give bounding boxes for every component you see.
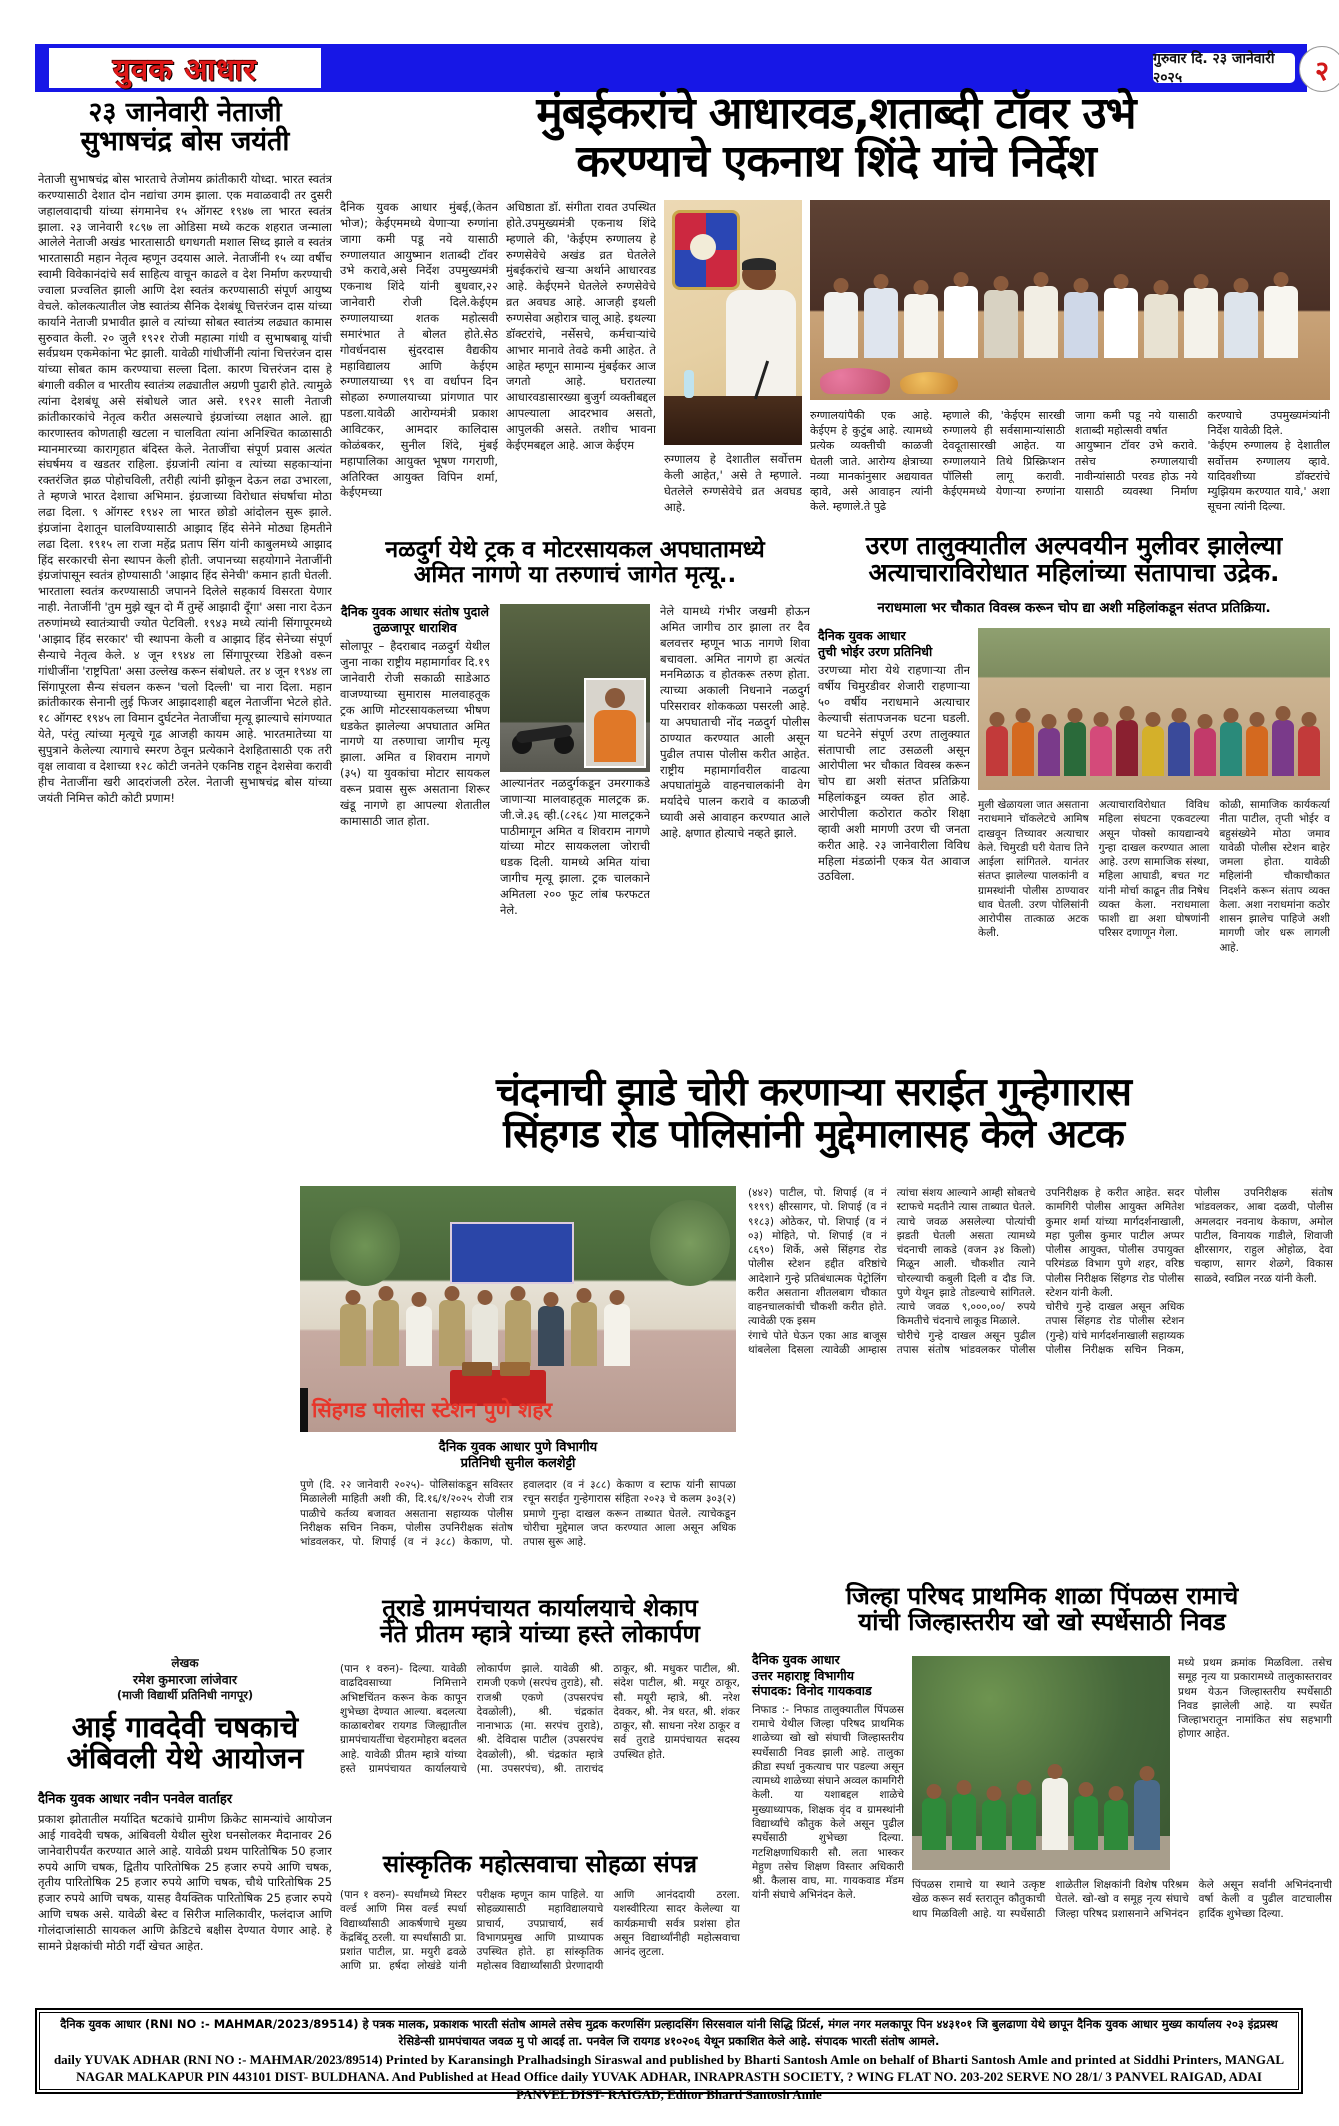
imprint-marathi: दैनिक युवक आधार (RNI NO :- MAHMAR/2023/89514) हे पत्रक मालक, प्रकाशक भारती संतोष आमले तसेच मुद्रक करणसिंग प्रल्हादसिंग सिरसवाल यांनी सिद्धि प्रिंटर्स, मंगल नगर मलकापूर पिन ४४३१०१ जि बुलढाणा येथे छापून दैनिक युवक आधार मुख्य कार्यालय २०३ इंद्रप्रस्थ रेसिडेन्सी ग्रामपंचायत जवळ मु पो आदई ता. पनवेल जि रायगड ४१०२०६ येथून प्रकाशित केले आहे. संपादक भारती संतोष आमले. [60,2017,1278,2049]
police-silhouette [340,1304,366,1366]
sandalwood-logs [500,1362,530,1376]
podium [664,396,802,445]
masthead-bar [35,44,1330,92]
uran-columns: मुली खेळायला जात असताना नराधमाने चॉकलेटचे आमिष दाखवून तिच्यावर अत्याचार केले. चिमुरडी घरी येताच तिने आईला सांगितले. यानंतर संतप्त झालेल्या पालकांनी व ग्रामस्थांनी पोलीस ठाण्यावर धाव घेतली. उरण पोलिसांनी आरोपीस तात्काळ अटक केली. अत्याचाराविरोधात विविध महिला संघटना एकवटल्या असून पोक्सो कायद्यान्वये गुन्हा दाखल करण्यात आला आहे. उरण सामाजिक संस्था, महिला आघाडी, बचत गट यांनी मोर्चा काढून तीव्र निषेध व्यक्त केला. नराधमाला फाशी द्या अशा घोषणांनी परिसर दणाणून गेला. कोळी, सामाजिक कार्यकर्त्या नीता पाटील, तृप्ती भोईर व बहुसंख्येने मोठा जमाव यावेळी पोलीस स्टेशन बाहेर जमला होता. यावेळी महिलांनी चौकाचौकात निदर्शने करून संताप व्यक्त केला. अशा नराधमांना कठोर शासन झालेच पाहिजे अशी मागणी जोर धरू लागली आहे. [978,799,1330,954]
person-silhouette [1142,726,1164,776]
flower-bouquet [820,368,890,394]
photo-caption: सिंहगड पोलीस स्टेशन पुणे शहर [312,1398,553,1422]
imprint-box [35,2008,1303,2102]
date-box [1153,51,1295,86]
netaji-author-block [38,1654,332,1703]
kid-silhouette [922,1798,946,1850]
kid-silhouette [1012,1794,1036,1850]
person-silhouette [1012,722,1034,776]
kid-silhouette [982,1800,1006,1850]
turade-body: (पान १ वरुन)- दिल्या. यावेळी वाढदिवसाच्या निमित्ताने अभिष्टचिंतन करून केक कापून शुभेच्छा देण्यात आल्या. बदलत्या काळाबरोबर रायगड जिल्ह्यातील ग्रामपंचायतींचा चेहरामोहरा बदलत आहे. यावेळी प्रीतम म्हात्रे यांच्या हस्ते ग्रामपंचायत कार्यालयाचे लोकार्पण झाले. यावेळी श्री. रामजी एकणे (सरपंच तुराडे), सौ. राजश्री एकणे (उपसरपंच देवळोली), श्री. चंद्रकांत नानाभाऊ (मा. सरपंच तुराडे), श्री. देविदास पाटील (उपसरपंच देवळोली), श्री. चंद्रकांत म्हात्रे (मा. उपसरपंच), श्री. ताराचंद ठाकूर, श्री. मधुकर पाटील, श्री. संदेश पाटील, श्री. मयूर ठाकूर, सौ. मयूरी म्हात्रे, श्री. नरेश देवकर, श्री. नेत्र धरत, श्री. शंकर ठाकूर, सौ. साधना नरेश ठाकूर व सर्व तुराडे ग्रामपंचायत सदस्य उपस्थित होते. [340,1663,740,1775]
police-silhouette [439,1300,465,1366]
chandan-byline: दैनिक युवक आधार पुणे विभागीय प्रतिनिधी सुनील कलशेट्टी [438,1440,598,1472]
person-silhouette [1264,286,1298,358]
teacher-silhouette [1042,1778,1068,1850]
netaji-headline: २३ जानेवारी नेताजी सुभाषचंद्र बोस जयंती [80,97,290,158]
police-silhouette [373,1300,399,1366]
kid-silhouette [1104,1800,1128,1850]
photo-accident-scene [500,604,650,772]
author-name: रमेश कुमारजा लांजेवार [132,1672,238,1687]
person-silhouette [1038,728,1060,776]
person-hair [742,258,776,270]
person-silhouette [944,286,978,358]
netaji-body: नेताजी सुभाषचंद्र बोस भारताचे तेजोमय क्रांतीकारी योध्दा. भारत स्वतंत्र करण्यासाठी देशात दोन नद्यांचा उगम झाला. एक मवाळवादी तर दुसरी जहालवादाची यांच्या संगमानेच १५ ऑगस्ट १९४७ ला भारत स्वतंत्र झाला. २३ जानेवारी १८९७ ला ओडिसा मध्ये कटक शहरात जन्माला आलेले नेताजी अखंड भारतासाठी धगधगती मशाल सिध्द झाले व स्वतंत्र भारतासाठी महान नेतृत्व म्हणून उदयास आले. नेताजींनी १५ व्या वर्षीच स्वामी विवेकानंदांचे सर्व साहित्य वाचून काढले व देश निर्माण करण्याची ज्वाला प्रज्वलित झाली आणि देश स्वतंत्र करण्यासाठी संपूर्ण आयुष्य वेचले. कोलकत्यातील जेष्ठ स्वातंत्र्य सैनिक देशबंधू चित्तरंजन दास यांच्या कार्याने नेताजी प्रभावीत झाले व त्यांच्या सोबत स्वातंत्र्य लढ्यात कामास सुरुवात केली. २० जुलै १९२१ रोजी महात्मा गांधी व सुभाषबाबू यांची सर्वप्रथम एकमेकांना भेट झाली. यावेळी गांधीजींनी त्यांना चित्तरंजन दास यांच्या सोबत काम करण्याचा सल्ला दिला. कारण चित्तरंजन दास हे बंगाली वकील व भारतीय स्वातंत्र्य लढ्यातील अग्रणी पुढारी होते. त्यामुळे त्यांना देशबंधू असे संबोधले जात असे. १९२१ साली नेताजी क्रांतीकारकांचे नेतृत्व करीत असल्याचे इंग्रजांच्या लक्षात आले. ह्या कारणास्तव कोणताही खटला न चालविता त्यांना अनिश्चित काळासाठी म्यानमारच्या कारागृहात बंदिस्त केले. नेताजींचा संपूर्ण प्रवास अत्यंत संघर्षमय व खडतर राहिला. इंग्रजांनी त्यांना व त्यांच्या सहकाऱ्यांना रक्तरंजित झळ पोहोचविली, तरीही त्यांनी झोकून देऊन लढा उभारला, ते म्हणजे भारत देशाचा अभिमान. इंग्रजाच्या विरोधात संघर्षाचा मोठा लढा दिला. ९ ऑगस्ट १९४२ ला भारत छोडो आंदोलन सुरू झाले. इंग्रजांना देशातून घालविण्यासाठी आझाद हिंद सेनेने मोठ्या हिमतीने लढा दिला. १९१५ ला राजा महेंद्र प्रताप सिंग यांनी काबुलमध्ये आझाद हिंद सरकारची सेना स्थापन केली होती. जपानच्या सहयोगाने नेताजींनी इंग्रजांपासून स्वतंत्र होण्यासाठी 'आझाद हिंद सेनेची' कमान हाती घेतली. भारताला स्वतंत्र करण्यासाठी जपानने दिलेले सहकार्य विसरता येणार नाही. नेताजींनी 'तुम मुझे खून दो मैं तुम्हें आझादी दूँगा' असा नारा देऊन तरुणांमध्ये स्वातंत्र्याची ज्योत पेटविली. १९४३ मध्ये त्यांनी सिंगापूरमध्ये 'आझाद हिंद सरकार' ची स्थापना केली व आझाद हिंद सेनेच्या संपूर्ण सैन्याचे नेतृत्व केले. ४ जून १९४४ ला सिंगापूरच्या रेडिओ वरून गांधीजींना 'राष्ट्रपिता' असा उल्लेख करून संबोधले. तर ४ जून १९४४ ला सिंगापूरला सैन्य संचलन करून 'चलो दिल्ली' चा नारा दिला. महान क्रांतीकारक सेनानी लुई फिजर आझादशाही बद्दल नेताजींना भेटले होते. १८ ऑगस्ट १९४५ ला विमान दुर्घटनेत नेताजींचा मृत्यू झाल्याचे सांगण्यात येते, परंतु त्यांच्या मृत्यूचे गूढ आजही कायम आहे. भारतमातेच्या या सुपुत्राने केलेल्या त्यागाचे स्मरण ठेवून प्रत्येकाने देशहितासाठी एक तरी वृक्ष लावावा व देशाच्या १२८ कोटी जनतेने एकनिष्ठ राहून देशसेवा करावी हीच नेताजींना खरी आदरांजली ठरेल. नेताजी सुभाषचंद्र बोस यांच्या जयंती निमित्त कोटी कोटी प्रणाम! [38,172,332,805]
person-silhouette [472,1304,498,1366]
zilha-headline: जिल्हा परिषद प्राथमिक शाळा पिंपळस रामाचे यांची जिल्हास्तरीय खो खो स्पर्धेसाठी निवड [845,1582,1239,1636]
photo-dais-group [810,200,1330,400]
person-silhouette [1116,720,1138,776]
tree-foliage [330,1206,400,1286]
sanskrutik-body: (पान १ वरुन)- स्पर्धांमध्ये मिस्टर वर्ल्ड आणि मिस वर्ल्ड स्पर्धा विद्यार्थ्यांसाठी आकर्षणाचे मुख्य केंद्रबिंदू ठरली. या स्पर्धांसाठी प्रा. प्रशांत पाटील, प्रा. मयुरी ढवळे आणि प्रा. हर्षदा लोखंडे यांनी परीक्षक म्हणून काम पाहिले. या सोहळ्यासाठी महाविद्यालयाचे प्राचार्य, उपप्राचार्य, सर्व विभागप्रमुख आणि प्राध्यापक उपस्थित होते. हा सांस्कृतिक महोत्सव विद्यार्थ्यांसाठी प्रेरणादायी आणि आनंददायी ठरला. यशस्वीरित्या सादर केलेल्या या कार्यक्रमाची सर्वत्र प्रशंसा होत असून विद्यार्थ्यांनीही महोत्सवाचा आनंद लुटला. [340,1889,740,1973]
newspaper-logo [49,48,321,88]
page-number: २ [1314,55,1330,87]
person-silhouette [984,290,1018,358]
main-headline: मुंबईकरांचे आधारवड,शताब्दी टॉवर उभे करण्याचे एकनाथ शिंदे यांचे निर्देश [536,88,1136,187]
photo-uran-protest [978,628,1330,790]
kid-silhouette [952,1794,976,1850]
crest-center [690,234,716,260]
zilha-right-col: मध्ये प्रथम क्रमांक मिळविला. तसेच समूह नृत्य या प्रकारामध्ये तालुकास्तरावर प्रथम येऊन जिल्हास्तरीय स्पर्धेसाठी निवड झालेली आहे. या स्पर्धेत जिल्हाभरातून नामांकित संघ सहभागी होणार आहेत. [1178,1657,1332,1741]
person-silhouette [1064,722,1086,776]
photo-khokho-team [912,1656,1170,1870]
person-silhouette [1064,292,1098,358]
person-head [605,688,625,708]
water-bottle [684,370,694,398]
naldurg-col1: दैनिक युवक आधार संतोष पुदाले तुळजापूर धाराशिव सोलापूर – हैदराबाद नळदुर्ग येथील जुना नाका राष्ट्रीय महामार्गावर दि.१९ जानेवारी रोजी सकाळी साडेआठ वाजण्याच्या सुमारास मालवाहतूक ट्रक आणि मोटरसायकलच्या भीषण धडकेत झालेल्या अपघातात अमित नागणे या तरुणाचा जागीच मृत्यू झाला. अमित व शिवराम नागणे (३५) या युवकांचा मोटार सायकल वरून प्रवास सुरू असताना शिरूर खंडू नागणे हा आपल्या शेतातील कामासाठी जात होता. [340,604,490,828]
date-line: गुरुवार दि. २३ जानेवारी २०२५ [1153,51,1275,86]
photo-edge-bar [300,1388,308,1432]
dais-people-row [824,286,1298,358]
naldurg-col3: नेले यामध्ये गंभीर जखमी होऊन अमित जागीच ठार झाला तर दैव बलवत्तर म्हणून भाऊ नागणे शिवा बचावला. अमित नागणे हा अत्यंत मनमिळाऊ व होतकरू तरुण होता. त्याच्या अकाली निधनाने नळदुर्ग परिसरावर शोककळा पसरली आहे. या अपघाताची नोंद नळदुर्ग पोलीस ठाण्यात करण्यात आली असून पुढील तपास पोलीस करीत आहेत. राष्ट्रीय महामार्गावरील वाढत्या अपघातांमुळे वाहनचालकांनी वेग मर्यादेचे पालन करावे व काळजी घ्यावी असे आवाहन करण्यात आले आहे. क्षणात होत्याचे नव्हते झाले. [660,604,810,841]
police-silhouette [571,1302,597,1366]
person-silhouette [824,292,858,358]
person-silhouette [1168,722,1190,776]
uran-left-col: दैनिक युवक आधार तुची भोईर उरण प्रतिनिधी उरणच्या मोरा येथे राहणाऱ्या तीन वर्षीय चिमुरडीवर शेजारी राहणाऱ्या ५० वर्षीय नराधमाने अत्याचार केल्याची संतापजनक घटना घडली. या घटनेने संपूर्ण उरण तालुक्यात संतापाची लाट उसळली असून आरोपीला भर चौकात विवस्त्र करून चोप द्या अशी संतप्त प्रतिक्रिया महिलांकडून व्यक्त होत आहे. आरोपीला कठोरात कठोर शिक्षा व्हावी अशी मागणी उरण ची जनता करीत आहे. २३ जानेवारीला विविध महिला मंडळांनी एकत्र येत आवाज उठविला. [818,628,970,884]
sanskrutik-headline: सांस्कृतिक महोत्सवाचा सोहळा संपन्न [382,1850,698,1878]
person-silhouette [1024,286,1058,358]
uran-headline: उरण तालुक्यातील अल्पवयीन मुलीवर झालेल्या अत्याचाराविरोधात महिलांच्या संतापाचा उद्रेक. [865,531,1283,587]
person-silhouette [1272,720,1294,776]
chandan-left-body: पुणे (दि. २२ जानेवारी २०२५)- पोलिसांकडून सविस्तर मिळालेली माहिती अशी की, दि.१६/१/२०२५ रोजी रात्र पाळीचे कर्तव्य बजावत असताना सहाय्यक पोलीस निरीक्षक सचिन निकम, पोलीस उपनिरीक्षक संतोष भांडवलकर, पो. शिपाई (व नं ३८८) केकाण, पो. हवालदार (व नं ३८८) केकाण व स्टाफ यांनी सापळा रचून सराईत गुन्हेगारास संहिता २०२३ चे कलम ३०३(२) प्रमाणे गुन्हा दाखल करून ताब्यात घेतले. त्याचेकडून चोरीचा मुद्देमाल जप्त करण्यात आला असून अधिक तपास सुरू आहे. [300,1479,736,1549]
person-silhouette [1104,288,1138,358]
person-silhouette [904,294,938,358]
person-silhouette [406,1306,432,1366]
person-silhouette [1298,726,1320,776]
chandan-columns: (४४२) पाटील, पो. शिपाई (व नं ९१९९) क्षीरसागर, पो. शिपाई (व नं ९१८३) ओठेकर, पो. शिपाई (व नं ०३) मोहिते, पो. शिपाई (व नं ८६९०) शिर्के, असे सिंहगड रोड पोलीस स्टेशन हद्दीत वरिष्ठांचे आदेशाने गुन्हे प्रतिबंधात्मक पेट्रोलिंग करीत असताना शीतलबाग चौकात वाहनचालकांची चौकशी करीत होते. त्यावेळी एक इसम रंगाचे पोते घेऊन एका आड बाजूस थांबलेला दिसला त्यावेळी आम्हास त्यांचा संशय आल्याने आम्ही सोबतचे स्टाफचे मदतीने त्यास ताब्यात घेतले. त्याचे जवळ असलेल्या पोत्यांची झडती घेतली असता त्यामध्ये चंदनाची लाकडे (वजन ३४ किलो) मिळून आली. चौकशीत त्याने चोरल्याची कबुली दिली व दौड जि. पुणे येथून झाडे तोडल्याचे सांगितले. त्याचे जवळ ९,०००,००/ रुपये किमतीचे चंदनाचे लाकूड मिळाले. चोरीचे गुन्हे दाखल असून पुढील तपास संतोष भांडवलकर पोलीस उपनिरीक्षक हे करीत आहेत. सदर कामगिरी पोलीस आयुक्त अमितेश कुमार शर्मा यांच्या मार्गदर्शनाखाली, महा पुलीस कुमार पाटील अप्पर पोलीस आयुक्त, पोलीस उपायुक्त परिमंडळ विभाग पुणे शहर, वरिष्ठ पोलीस निरीक्षक सिंहगड रोड पोलीस स्टेशन यांनी केली. चोरीचे गुन्हे दाखल असून अधिक तपास सिंहगड रोड पोलीस स्टेशन (गुन्हे) यांचे मार्गदर्शनाखाली सहाय्यक पोलीस निरीक्षक सचिन निकम, पोलीस उपनिरीक्षक संतोष भांडवलकर, आबा दळवी, पोलीस अमलदार नवनाथ केकाण, अमोल पाटील, विनायक गाडीले, शिवाजी क्षीरसागर, राहुल ओहोळ, देवा चव्हाण, सागर शेळगे, विकास साळवे, स्वप्निल नरळ यांनी केली. [748,1187,1333,1356]
person-silhouette [538,1306,564,1366]
teacher-silhouette [1134,1780,1160,1850]
naldurg-byline: दैनिक युवक आधार संतोष पुदाले तुळजापूर धाराशिव [341,604,489,635]
photo-shinde-speech [664,200,802,445]
author-label: लेखक [171,1656,199,1670]
main-under-photo-col: रुग्णालय हे देशातील सर्वोत्तम केली आहेत,' असे ते म्हणाले. घेतलेले रुग्णसेवेचे व्रत अवघड आहे. [664,452,802,514]
newspaper-title: युवक आधार [113,52,257,88]
zilha-byline: दैनिक युवक आधार उत्तर महाराष्ट्र विभागीय संपादक: विनोद गायकवाड [752,1652,872,1699]
aai-body: प्रकाश झोतातील मर्यादित षटकांचे ग्रामीण क्रिकेट सामन्यांचे आयोजन आई गावदेवी चषक, आंबिवली येथील सुरेश घनसोलकर मैदानावर 26 जानेवारीपर्यंत करण्यात आले आहे. यावेळी प्रथम पारितोषिक 50 हजार रुपये आणि चषक, द्वितीय पारितोषिक 25 हजार रुपये आणि चषक, तृतीय पारितोषिक 25 हजार रुपये आणि चषक, चौथे पारितोषिक 25 हजार रुपये आणि चषक, यासह वैयक्तिक पारितोषिक 25 हजार रुपये आणि चषक असे. यावेळी बेस्ट व सिरीज मालिकावीर, फलंदाज आणि गोलंदाजांसाठी सायकल आणि क्रेडिटचे बक्षीस देण्यात येणार आहे. हे सामने प्रेक्षकांची मोठी गर्दी खेचत आहेत. [38,1812,332,1953]
police-signboard [450,1222,574,1284]
aai-headline: आई गावदेवी चषकाचे अंबिवली येथे आयोजन [66,1710,304,1776]
person-silhouette [986,726,1008,776]
police-silhouette [505,1300,531,1366]
sandalwood-logs [462,1362,492,1376]
zilha-left-col: दैनिक युवक आधार उत्तर महाराष्ट्र विभागीय संपादक: विनोद गायकवाड निफाड :- निफाड तालुक्यातील पिंपळस रामाचे येथील जिल्हा परिषद प्राथमिक शाळेच्या खो खो संघाची जिल्हास्तरीय स्पर्धेसाठी निवड झाली आहे. तालुका क्रीडा स्पर्धा नुकत्याच पार पडल्या असून त्यामध्ये शाळेच्या संघाने अव्वल कामगिरी केली. या यशाबद्दल शाळेचे मुख्याध्यापक, शिक्षक वृंद व ग्रामस्थांनी विद्यार्थ्यांचे कौतुक केले असून पुढील स्पर्धेसाठी शुभेच्छा दिल्या. गटशिक्षणाधिकारी सौ. लता भास्कर मेहुण तसेच शिक्षण विस्तार अधिकारी श्री. कैलास वाघ, मा. गायकवाड मॅडम यांनी संघाचे अभिनंदन केले. [752,1652,904,1902]
naldurg-headline: नळदुर्ग येथे ट्रक व मोटरसायकल अपघातामध्ये अमित नागणे या तरुणाचं जागेत मृत्यू.. [385,537,765,588]
main-col2: अधिष्ठाता डॉ. संगीता रावत उपस्थित होते.उपमुख्यमंत्री एकनाथ शिंदे म्हणाले की, 'केईएम रुग्णालय हे रुग्णसेवेचे अखंड व्रत घेतलेले मुंबईकरांचे खऱ्या अर्थाने आधारवड आहे. केईएमने घेतलेले रुग्णसेवेचे व्रत अवघड आहे. आजही इथली रुग्णसेवा अहोरात्र चालू आहे. इथल्या डॉक्टरांचे, नर्सेसचे, कर्मचाऱ्यांचे आभार मानावे तेवढे कमी आहेत. ते आहेत म्हणून सामान्य मुंबईकर आज जगतो आहे. घरातल्या आधारवडासारख्या बुजुर्ग व्यक्तीबद्दल आपल्याला आदरभाव असतो, आपुलकी असते. तशीच भावना केईएमबद्दल आहे. आज केईएम [506,200,656,452]
person-silhouette [864,288,898,358]
police-people-row [340,1300,630,1366]
page-number-badge [1299,46,1339,92]
turade-headline: तूराडे ग्रामपंचायत कार्यालयाचे शेकाप नेते प्रीतम म्हात्रे यांच्या हस्ते लोकार्पण [380,1594,700,1648]
aai-byline: दैनिक युवक आधार नवीन पनवेल वार्ताहर [38,1792,233,1807]
protest-crowd-row [986,720,1320,776]
uran-subhead: नराधमाला भर चौकात विवस्त्र करून चोप द्या अशी महिलांकडून संतप्त प्रतिक्रिया. [877,600,1271,616]
imprint-english: daily YUVAK ADHAR (RNI NO :- MAHMAR/2023/89514) Printed by Karansingh Pralhadsingh Siraswal and published by Bharti Santosh Amle on behalf of Bharti Santosh Amle and printed at Siddhi Printers, MANGAL NAGAR MALKAPUR PIN 443101 DIST- BULDHANA. And Published at Head Office daily YUVAK ADHAR, INRAPRASTH SOCIETY, ? WING FLAT NO. 203-202 SERVE NO 28/1/ 3 PANVEL RAIGAD, ADAI PANVEL DIST- RAIGAD, Editor Bharti Santosh Amle [53,2051,1285,2102]
person-silhouette [1194,728,1216,776]
flower-bouquet [900,372,958,394]
person-shirt [594,710,636,762]
zilha-bottom: पिंपळस रामाचे या स्थाने उत्कृष्ट खेळ करून सर्व स्तरातून कौतुकाची थाप मिळविली आहे. या स्पर्धेसाठी शाळेतील शिक्षकांनी विशेष परिश्रम घेतले. खो-खो व समूह नृत्य संघाचे जिल्हा परिषद प्रशासनाने अभिनंदन केले असून सर्वांनी अभिनंदनाची वर्षा केली व पुढील वाटचालीस हार्दिक शुभेच्छा दिल्या. [912,1879,1332,1920]
main-below-columns: रुग्णालयांपैकी एक आहे. केईएम हे कुटुंब आहे. त्यामध्ये प्रत्येक व्यक्तीची काळजी घेतली जाते. आरोग्य क्षेत्राच्या नव्या मानकांनुसार अद्ययावत व्हावे, असे आवाहन त्यांनी केले. म्हणाले.ते पुढे म्हणाले की, 'केईएम सारखी रुग्णालये ही सर्वसामान्यांसाठी देवदूतासारखी आहेत. या रुग्णालयाने तिथे प्रिस्क्रिप्शन पॉलिसी लागू करावी. केईएममध्ये येणाऱ्या रुग्णांना जागा कमी पडू नये यासाठी शताब्दी महोत्सवी वर्षात आयुष्मान टॉवर उभे करावे. तसेच रुग्णालयाची नावीन्यांसाठी परवड होऊ नये यासाठी व्यवस्था निर्माण करण्याचे उपमुख्यमंत्र्यांनी निर्देश यावेळी दिले. 'केईएम रुग्णालय हे देशातील सर्वोत्तम रुग्णालय व्हावे. यादिवशीच्या डॉक्टरांचे म्युझियम करण्यात यावे,' अशा सूचना त्यांनी दिल्या. [810,409,1330,514]
person-silhouette [1220,722,1242,776]
person-silhouette [1224,292,1258,358]
tree-foliage [650,1200,730,1286]
victim-portrait-inset [584,678,646,768]
person-silhouette [604,1304,630,1366]
person-silhouette [1090,726,1112,776]
person-silhouette [1246,726,1268,776]
kids-row [922,1778,1160,1850]
kid-silhouette [1074,1796,1098,1850]
main-col1: दैनिक युवक आधार मुंबई,(केतन भोज); केईएममध्ये येणाऱ्या रुग्णांना जागा कमी पडू नये यासाठी रुग्णालयात आयुष्मान शताब्दी टॉवर उभे करावे,असे निर्देश उपमुख्यमंत्री एकनाथ शिंदे यांनी बुधवार,२२ जानेवारी रोजी दिले.केईएम रुग्णालयाच्या शतक महोत्सवी समारंभात ते बोलत होते.सेठ गोवर्धनदास सुंदरदास वैद्यकीय महाविद्यालय आणि केईएम रुग्णालयाच्या ९९ वा वर्धापन दिन सोहळा रुग्णालयाच्या प्रांगणात पार पडला.यावेळी आरोग्यमंत्री प्रकाश आविटकर, आमदार कालिदास कोळंबकर, सुनील शिंदे, मुंबई महापालिका आयुक्त भूषण गगराणी, अतिरिक्त आयुक्त विपिन शर्मा, केईएमच्या [340,200,498,500]
naldurg-col2: आल्यानंतर नळदुर्गकडून उमरगाकडे जाणाऱ्या मालवाहतूक मालट्रक क्र. जी.जे.३६ व्ही.(८२६८ )या मालट्रकने पाठीमागून अमित व शिवराम नागणे यांच्या मोटर सायकलला जोराची धडक दिली. यामध्ये अमित यांचा जागीच मृत्यू झाला. ट्रक चालकाने अमितला २०० फूट लांब फरफटत नेले. [500,604,650,1062]
chandan-headline: चंदनाची झाडे चोरी करणाऱ्या सराईत गुन्हेगारास सिंहगड रोड पोलिसांनी मुद्देमालासह केले अटक [496,1070,1131,1158]
person-silhouette [1144,294,1178,358]
person-silhouette [1184,288,1218,358]
author-role: (माजी विद्यार्थी प्रतिनिधी नागपूर) [116,1688,254,1702]
uran-byline: दैनिक युवक आधार तुची भोईर उरण प्रतिनिधी [818,628,933,659]
photo-police-station [300,1186,736,1432]
naldurg-columns [340,604,810,1062]
